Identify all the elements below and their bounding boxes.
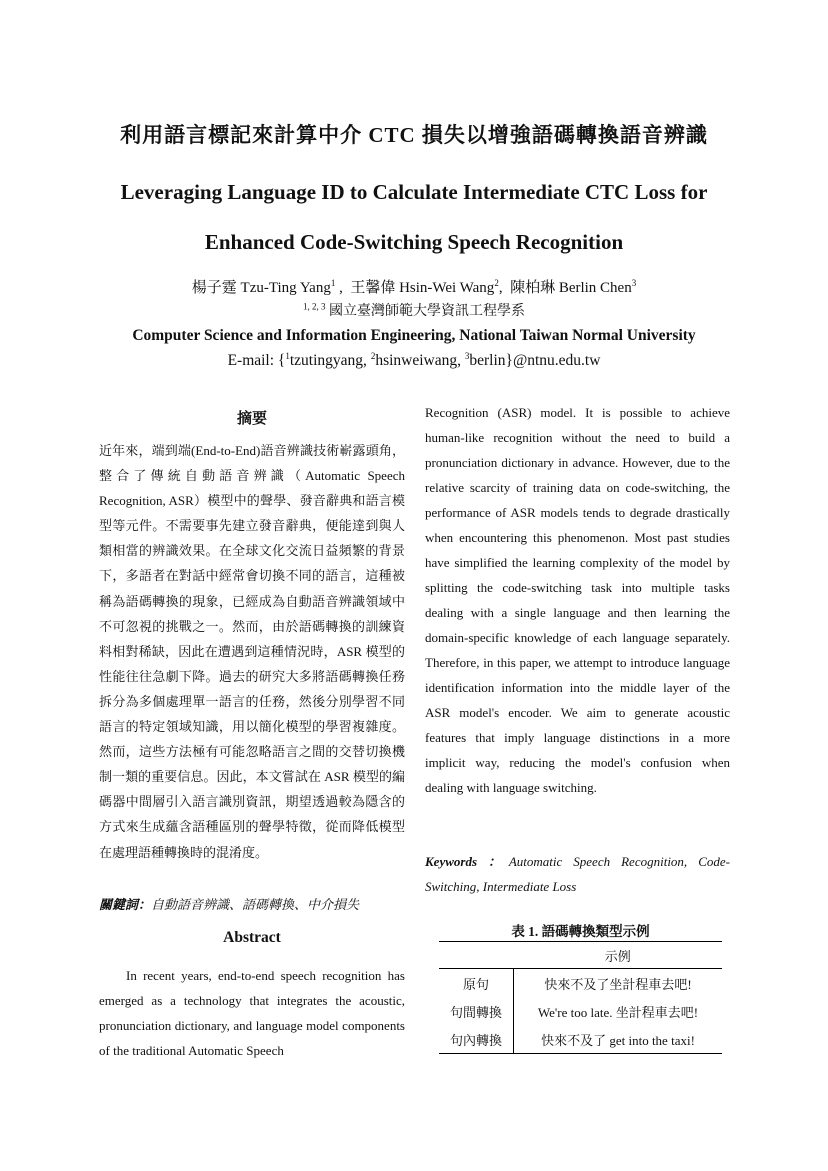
table-row-label: 原句 [439, 969, 514, 998]
abstract-en-heading [99, 929, 405, 947]
paper-title-english-line-2: Enhanced Code-Switching Speech Recognition [204, 230, 624, 254]
keywords-zh [99, 892, 405, 917]
abstract-en-body-right: Recognition (ASR) model. It is possible to achieve human-like recognition without the need to build a pronunciation dictionary in advance. However, due to the relative scarcity of training data on code-switching, the performance of ASR models tends to degrade drastically when encountering this phenomenon. Most past studies have simplified the learning complexity of the model by splitting the code-switching task into multiple tasks dealing with a single language and then learning the domain-specific knowledge of each language separately. Therefore, in this paper, we attempt to introduce language identification information into the middle layer of the ASR model's encoder. We aim to generate acoustic features that imply language distinctions in a more implicit way, reducing the model's confusion when dealing with language switching. [425, 405, 730, 795]
keywords-en [425, 849, 730, 899]
email-prefix: E-mail: { [227, 352, 286, 369]
affiliation-chinese [0, 300, 828, 320]
abstract-en-body-left: In recent years, end-to-end speech recognition has emerged as a technology that integrates the acoustic, pronunciation dictionary, and language model components of the traditional Automatic Speech [99, 968, 405, 1058]
table-row [439, 997, 722, 1025]
keywords-zh-label: 關鍵詞： [99, 897, 152, 912]
email-mark: 2 [370, 350, 376, 361]
abstract-zh-section [99, 438, 405, 865]
table-row-example: 快來不及了 get into the taxi! [514, 1025, 723, 1054]
keywords-en-text: Automatic Speech Recognition, Code-Switching, Intermediate Loss [425, 854, 730, 894]
author-name: 陳柏琳 Berlin Chen [510, 280, 632, 296]
table-caption: 表 1. 語碼轉換類型示例 [511, 924, 650, 939]
email-part: hsinweiwang, [375, 352, 465, 369]
email-mark: 3 [464, 350, 470, 361]
abstract-en-section-left [99, 963, 405, 1063]
author-affiliation-mark: 3 [631, 278, 637, 288]
table-row-label: 句內轉換 [439, 1025, 514, 1054]
keywords-en-label: Keywords ： [425, 854, 509, 869]
paper-title-english-line-1: Leveraging Language ID to Calculate Intermediate CTC Loss for [120, 180, 708, 204]
code-switching-examples-table [439, 941, 722, 1054]
table-header-cell: 示例 [514, 942, 723, 969]
paper-title-chinese: 利用語言標記來計算中介 CTC 損失以增強語碼轉換語音辨識 [120, 123, 708, 147]
abstract-en-section-right [425, 400, 730, 800]
abstract-zh-body: 近年來，端到端(End-to-End)語音辨識技術嶄露頭角，整合了傳統自動語音辨識（Automatic Speech Recognition, ASR）模型中的聲學、發音辭典和語言模型等元件。不需要事先建立發音辭典，便能達到與人類相當的辨識效果。在全球文化交流日益頻繁的背景下，多語者在對話中經常會切換不同的語言，這種被稱為語碼轉換的現象，已經成為自動語音辨識領域中不可忽視的挑戰之一。然而，由於語碼轉換的訓練資料相對稀缺，因此在遭遇到這種情況時，ASR 模型的性能往往急劇下降。過去的研究大多將語碼轉換任務拆分為多個處理單一語言的任務，然後分別學習不同語言的特定領域知識，用以簡化模型的學習複雜度。然而，這些方法極有可能忽略語言之間的交替切換機制一類的重要信息。因此，本文嘗試在 ASR 模型的編碼器中間層引入語言識別資訊，期望透過較為隱含的方式來生成蘊含語種區別的聲學特徵，從而降低模型在處理語種轉換時的混淆度。 [99, 443, 405, 860]
affiliation-chinese-text: 國立臺灣師範大學資訊工程學系 [329, 304, 525, 319]
affiliation-mark: 1, 2, 3 [303, 301, 326, 312]
keywords-zh-text: 自動語音辨識、語碼轉換、中介損失 [151, 897, 360, 912]
table-header-row [439, 942, 722, 969]
author-separator: , [498, 280, 511, 296]
author-name: 王馨偉 Hsin-Wei Wang [350, 280, 495, 296]
email-line [0, 352, 828, 370]
section-heading: 摘要 [236, 411, 267, 427]
table-row [439, 1025, 722, 1054]
section-heading: Abstract [223, 929, 281, 946]
table-row-label: 句間轉換 [439, 997, 514, 1025]
author-list [0, 276, 828, 297]
email-part: berlin}@ntnu.edu.tw [469, 352, 601, 369]
abstract-zh-heading [99, 407, 405, 428]
table-header-empty [439, 942, 514, 969]
author-affiliation-mark: 1 [330, 278, 336, 288]
table-row [439, 969, 722, 998]
author-name: 楊子霆 Tzu-Ting Yang [191, 280, 331, 296]
email-mark: 1 [285, 350, 290, 361]
affiliation-english: Computer Science and Information Engineering, National Taiwan Normal University [132, 327, 696, 344]
author-affiliation-mark: 2 [494, 278, 499, 288]
author-separator: , [335, 280, 351, 296]
table-row-example: We're too late. 坐計程車去吧! [537, 1004, 699, 1020]
table-row-example: 快來不及了坐計程車去吧! [544, 976, 692, 992]
email-part: tzutingyang, [289, 352, 371, 369]
